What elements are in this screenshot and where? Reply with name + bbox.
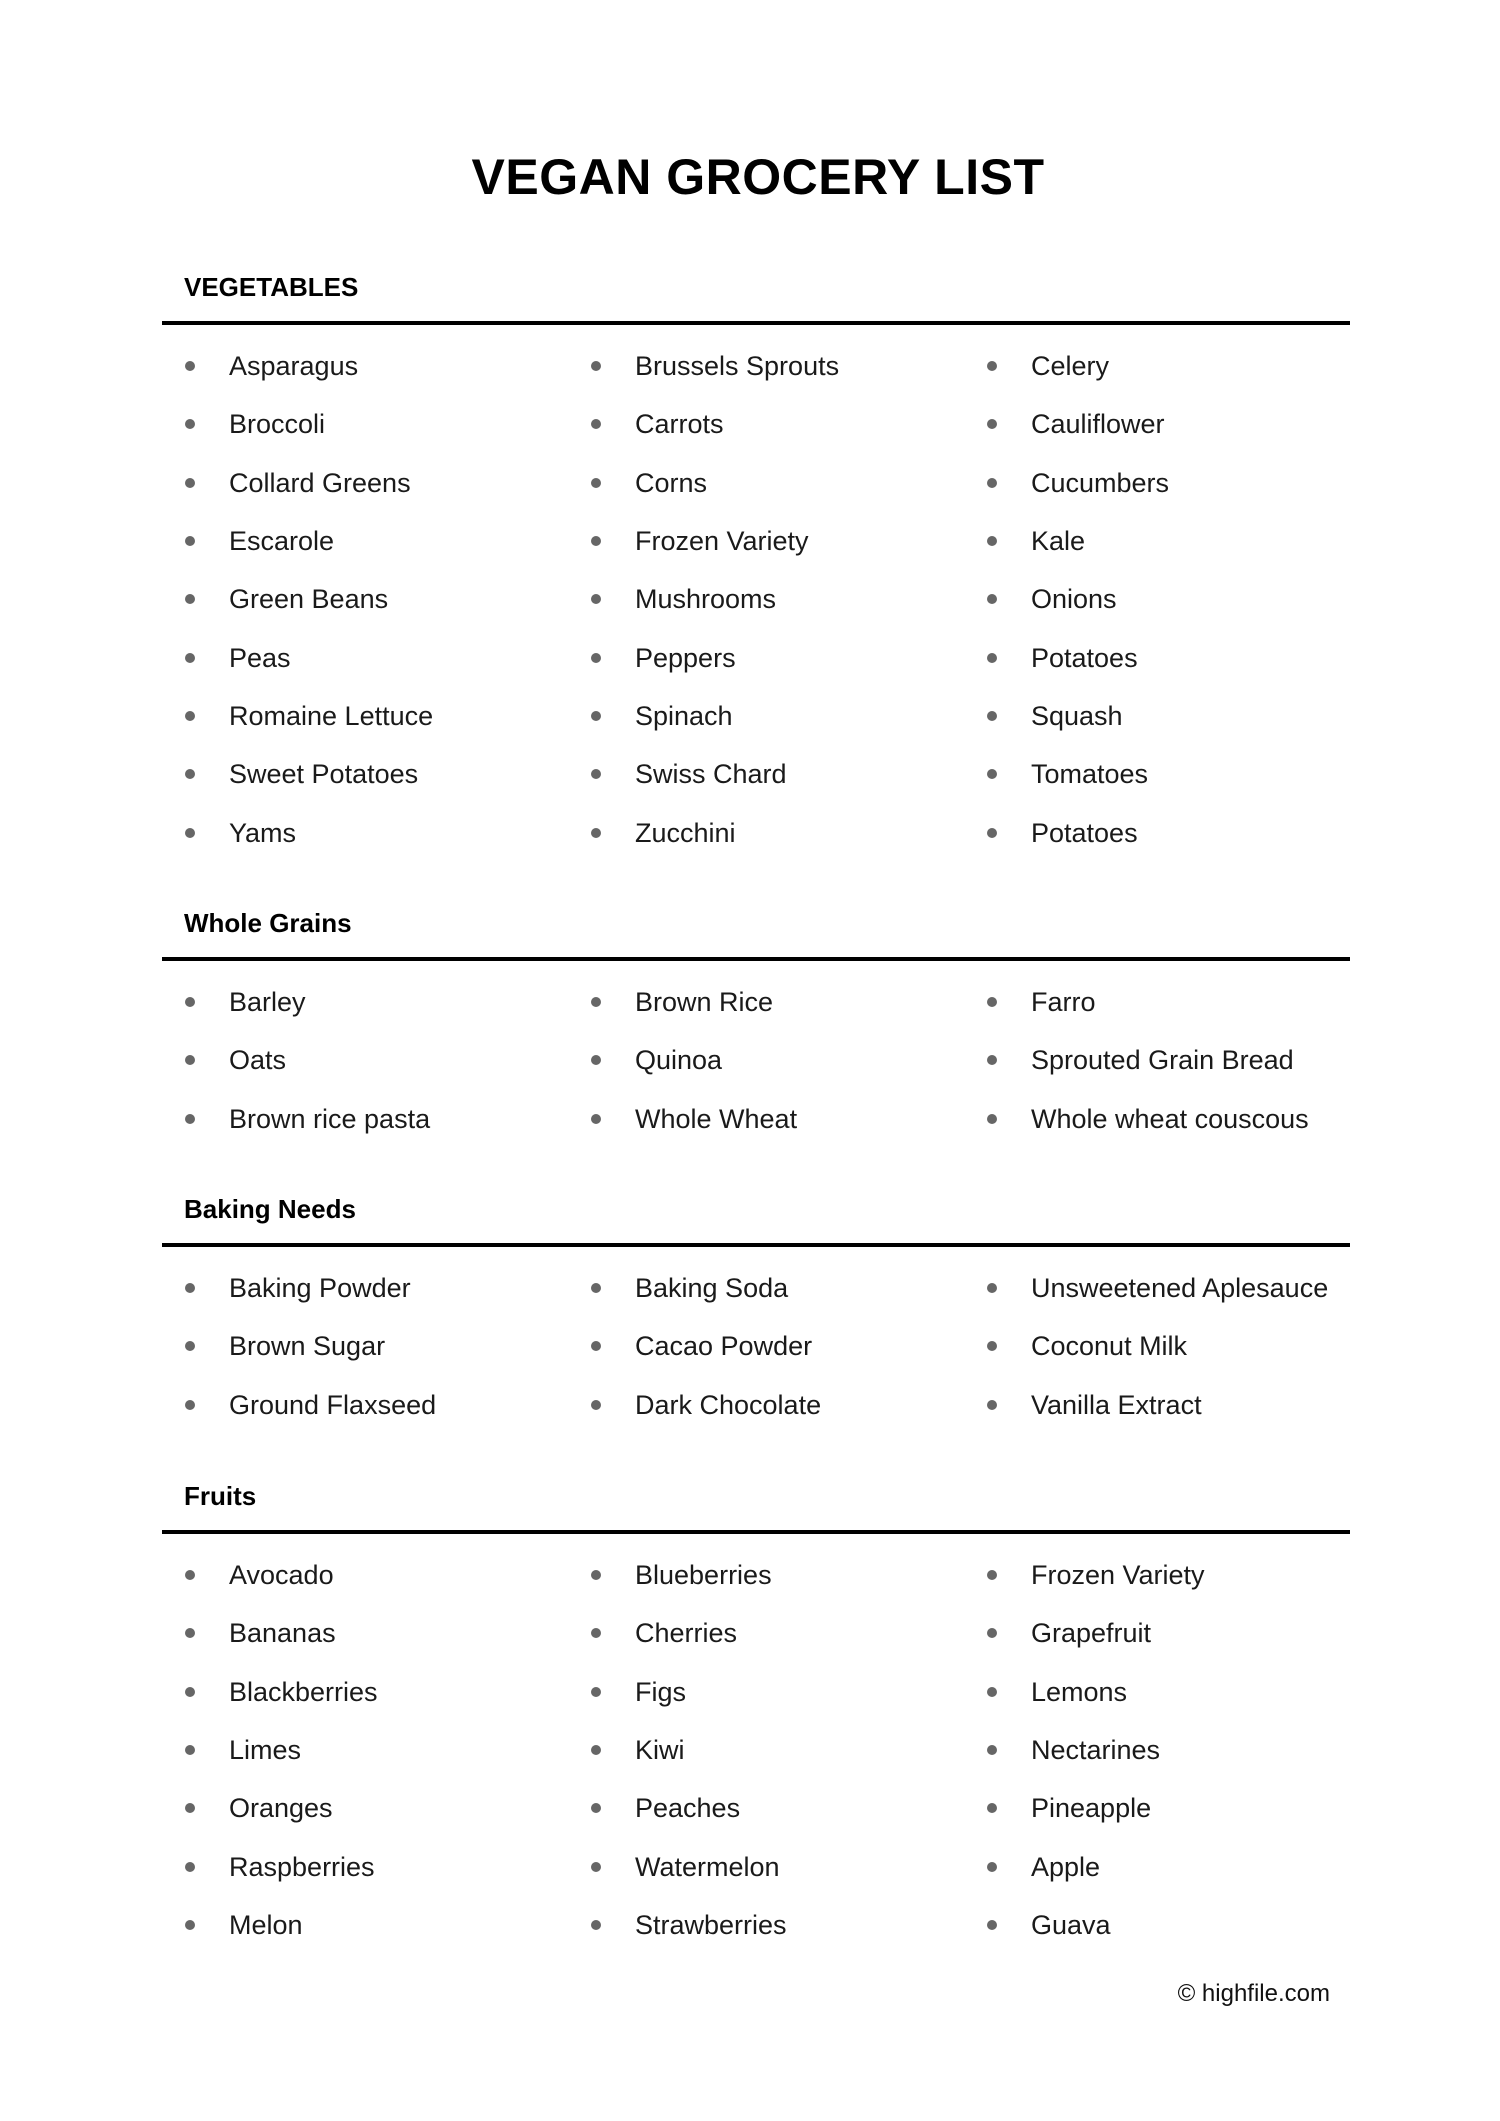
item-label: Blackberries bbox=[229, 1676, 378, 1707]
item-label: Mushrooms bbox=[635, 584, 777, 615]
item-grid bbox=[162, 1546, 1350, 1954]
list-item bbox=[162, 628, 568, 686]
bullet-icon bbox=[987, 1400, 997, 1410]
bullet-icon bbox=[987, 1628, 997, 1638]
bullet-icon bbox=[987, 769, 997, 779]
bullet-icon bbox=[591, 361, 601, 371]
item-label: Cherries bbox=[635, 1618, 738, 1649]
list-item bbox=[964, 1663, 1350, 1721]
item-label: Frozen Variety bbox=[1031, 1560, 1205, 1591]
item-label: Melon bbox=[229, 1909, 303, 1940]
list-item bbox=[568, 1376, 964, 1434]
bullet-icon bbox=[185, 1803, 195, 1813]
list-item bbox=[964, 395, 1350, 453]
item-label: Vanilla Extract bbox=[1031, 1389, 1202, 1420]
page-title: VEGAN GROCERY LIST bbox=[471, 149, 1045, 205]
bullet-icon bbox=[987, 1283, 997, 1293]
item-label: Broccoli bbox=[229, 409, 326, 440]
item-label: Guava bbox=[1031, 1909, 1111, 1940]
item-label: Green Beans bbox=[229, 584, 389, 615]
section-baking-needs bbox=[162, 1192, 1350, 1434]
list-item bbox=[568, 745, 964, 803]
bullet-icon bbox=[185, 769, 195, 779]
list-item bbox=[162, 1090, 568, 1148]
section-heading: Fruits bbox=[184, 1481, 257, 1511]
item-label: Carrots bbox=[635, 409, 724, 440]
list-item bbox=[964, 803, 1350, 861]
list-item bbox=[964, 687, 1350, 745]
list-item bbox=[162, 454, 568, 512]
list-item bbox=[568, 1317, 964, 1375]
item-label: Apple bbox=[1031, 1851, 1101, 1882]
bullet-icon bbox=[987, 711, 997, 721]
bullet-icon bbox=[987, 594, 997, 604]
list-item bbox=[162, 1376, 568, 1434]
item-label: Sweet Potatoes bbox=[229, 759, 419, 790]
list-item bbox=[964, 570, 1350, 628]
bullet-icon bbox=[185, 1628, 195, 1638]
item-label: Farro bbox=[1031, 987, 1096, 1018]
bullet-icon bbox=[185, 1687, 195, 1697]
section-vegetables bbox=[162, 270, 1350, 862]
bullet-icon bbox=[185, 478, 195, 488]
bullet-icon bbox=[185, 653, 195, 663]
list-item bbox=[964, 745, 1350, 803]
list-item bbox=[568, 1896, 964, 1954]
item-label: Sprouted Grain Bread bbox=[1031, 1045, 1294, 1076]
list-item bbox=[568, 1779, 964, 1837]
copyright-footer: © highfile.com bbox=[1177, 1980, 1330, 2007]
section-heading: Baking Needs bbox=[184, 1194, 356, 1224]
bullet-icon bbox=[987, 536, 997, 546]
bullet-icon bbox=[987, 419, 997, 429]
list-item bbox=[964, 1604, 1350, 1662]
item-grid bbox=[162, 973, 1350, 1148]
item-label: Figs bbox=[635, 1676, 687, 1707]
list-item bbox=[568, 454, 964, 512]
bullet-icon bbox=[591, 1803, 601, 1813]
section-fruits bbox=[162, 1479, 1350, 1954]
item-label: Escarole bbox=[229, 526, 335, 557]
item-label: Squash bbox=[1031, 700, 1123, 731]
bullet-icon bbox=[591, 769, 601, 779]
bullet-icon bbox=[591, 1283, 601, 1293]
bullet-icon bbox=[185, 536, 195, 546]
bullet-icon bbox=[591, 478, 601, 488]
list-item bbox=[964, 973, 1350, 1031]
bullet-icon bbox=[591, 419, 601, 429]
bullet-icon bbox=[987, 1341, 997, 1351]
bullet-icon bbox=[185, 594, 195, 604]
list-item bbox=[568, 395, 964, 453]
item-label: Blueberries bbox=[635, 1560, 772, 1591]
list-item bbox=[568, 687, 964, 745]
item-label: Barley bbox=[229, 987, 306, 1018]
item-label: Kale bbox=[1031, 526, 1086, 557]
bullet-icon bbox=[591, 1400, 601, 1410]
list-item bbox=[162, 1259, 568, 1317]
list-item bbox=[964, 1376, 1350, 1434]
list-item bbox=[162, 973, 568, 1031]
bullet-icon bbox=[185, 1920, 195, 1930]
bullet-icon bbox=[591, 1745, 601, 1755]
item-label: Brown Sugar bbox=[229, 1331, 386, 1362]
bullet-icon bbox=[185, 1400, 195, 1410]
bullet-icon bbox=[591, 653, 601, 663]
list-item bbox=[964, 337, 1350, 395]
list-item bbox=[964, 1259, 1350, 1317]
bullet-icon bbox=[591, 997, 601, 1007]
item-label: Corns bbox=[635, 467, 708, 498]
bullet-icon bbox=[591, 1628, 601, 1638]
bullet-icon bbox=[185, 711, 195, 721]
list-item bbox=[162, 570, 568, 628]
bullet-icon bbox=[987, 1862, 997, 1872]
bullet-icon bbox=[987, 997, 997, 1007]
item-label: Watermelon bbox=[635, 1851, 780, 1882]
item-label: Limes bbox=[229, 1735, 302, 1766]
bullet-icon bbox=[987, 478, 997, 488]
item-grid bbox=[162, 337, 1350, 862]
item-label: Avocado bbox=[229, 1560, 334, 1591]
item-label: Cucumbers bbox=[1031, 467, 1170, 498]
item-label: Tomatoes bbox=[1031, 759, 1149, 790]
item-label: Nectarines bbox=[1031, 1735, 1161, 1766]
section-heading: VEGETABLES bbox=[184, 272, 359, 302]
list-item bbox=[162, 1837, 568, 1895]
bullet-icon bbox=[591, 536, 601, 546]
item-label: Oats bbox=[229, 1045, 287, 1076]
list-item bbox=[964, 628, 1350, 686]
item-label: Romaine Lettuce bbox=[229, 700, 434, 731]
list-item bbox=[568, 1546, 964, 1604]
list-item bbox=[964, 1031, 1350, 1089]
list-item bbox=[568, 1031, 964, 1089]
list-item bbox=[162, 1721, 568, 1779]
item-label: Coconut Milk bbox=[1031, 1331, 1188, 1362]
item-label: Bananas bbox=[229, 1618, 336, 1649]
item-label: Frozen Variety bbox=[635, 526, 809, 557]
item-label: Unsweetened Aplesauce bbox=[1031, 1273, 1329, 1304]
bullet-icon bbox=[987, 828, 997, 838]
list-item bbox=[162, 803, 568, 861]
item-grid bbox=[162, 1259, 1350, 1434]
list-item bbox=[964, 1896, 1350, 1954]
bullet-icon bbox=[987, 1745, 997, 1755]
item-label: Celery bbox=[1031, 351, 1110, 382]
item-label: Yams bbox=[229, 817, 297, 848]
list-item bbox=[568, 628, 964, 686]
bullet-icon bbox=[185, 361, 195, 371]
item-label: Peas bbox=[229, 642, 291, 673]
bullet-icon bbox=[185, 1055, 195, 1065]
item-label: Whole Wheat bbox=[635, 1103, 798, 1134]
section-divider bbox=[162, 1243, 1350, 1247]
list-item bbox=[964, 1546, 1350, 1604]
bullet-icon bbox=[185, 1862, 195, 1872]
item-label: Dark Chocolate bbox=[635, 1389, 822, 1420]
section-heading: Whole Grains bbox=[184, 908, 352, 938]
list-item bbox=[964, 1721, 1350, 1779]
bullet-icon bbox=[185, 1114, 195, 1124]
item-label: Brown Rice bbox=[635, 987, 774, 1018]
list-item bbox=[568, 512, 964, 570]
list-item bbox=[568, 1259, 964, 1317]
bullet-icon bbox=[185, 1283, 195, 1293]
item-label: Lemons bbox=[1031, 1676, 1128, 1707]
list-item bbox=[964, 1837, 1350, 1895]
item-label: Oranges bbox=[229, 1793, 333, 1824]
item-label: Baking Soda bbox=[635, 1273, 789, 1304]
bullet-icon bbox=[185, 1745, 195, 1755]
bullet-icon bbox=[591, 594, 601, 604]
list-item bbox=[568, 1090, 964, 1148]
item-label: Ground Flaxseed bbox=[229, 1389, 437, 1420]
bullet-icon bbox=[185, 997, 195, 1007]
bullet-icon bbox=[987, 361, 997, 371]
bullet-icon bbox=[591, 1114, 601, 1124]
list-item bbox=[162, 1604, 568, 1662]
list-item bbox=[162, 687, 568, 745]
list-item bbox=[162, 745, 568, 803]
bullet-icon bbox=[591, 1570, 601, 1580]
bullet-icon bbox=[987, 1055, 997, 1065]
list-item bbox=[162, 1896, 568, 1954]
bullet-icon bbox=[987, 1114, 997, 1124]
list-item bbox=[568, 1721, 964, 1779]
list-item bbox=[964, 1779, 1350, 1837]
item-label: Cacao Powder bbox=[635, 1331, 813, 1362]
bullet-icon bbox=[591, 1687, 601, 1697]
item-label: Pineapple bbox=[1031, 1793, 1152, 1824]
list-item bbox=[162, 337, 568, 395]
item-label: Brown rice pasta bbox=[229, 1103, 431, 1134]
list-item bbox=[568, 1604, 964, 1662]
item-label: Cauliflower bbox=[1031, 409, 1165, 440]
list-item bbox=[162, 395, 568, 453]
bullet-icon bbox=[591, 1862, 601, 1872]
section-divider bbox=[162, 1530, 1350, 1534]
list-item bbox=[162, 1663, 568, 1721]
item-label: Kiwi bbox=[635, 1735, 685, 1766]
bullet-icon bbox=[185, 419, 195, 429]
bullet-icon bbox=[987, 1803, 997, 1813]
bullet-icon bbox=[987, 1687, 997, 1697]
bullet-icon bbox=[987, 653, 997, 663]
list-item bbox=[568, 337, 964, 395]
item-label: Onions bbox=[1031, 584, 1117, 615]
item-label: Strawberries bbox=[635, 1909, 787, 1940]
item-label: Baking Powder bbox=[229, 1273, 411, 1304]
bullet-icon bbox=[987, 1920, 997, 1930]
list-item bbox=[162, 1031, 568, 1089]
list-item bbox=[568, 803, 964, 861]
list-item bbox=[568, 1837, 964, 1895]
item-label: Swiss Chard bbox=[635, 759, 787, 790]
bullet-icon bbox=[591, 828, 601, 838]
section-divider bbox=[162, 957, 1350, 961]
bullet-icon bbox=[591, 1341, 601, 1351]
bullet-icon bbox=[591, 1055, 601, 1065]
bullet-icon bbox=[591, 1920, 601, 1930]
list-item bbox=[162, 1779, 568, 1837]
item-label: Potatoes bbox=[1031, 642, 1138, 673]
item-label: Brussels Sprouts bbox=[635, 351, 840, 382]
item-label: Spinach bbox=[635, 700, 733, 731]
list-item bbox=[162, 1546, 568, 1604]
item-label: Quinoa bbox=[635, 1045, 723, 1076]
bullet-icon bbox=[185, 1341, 195, 1351]
bullet-icon bbox=[185, 1570, 195, 1580]
bullet-icon bbox=[185, 828, 195, 838]
list-item bbox=[162, 512, 568, 570]
list-item bbox=[162, 1317, 568, 1375]
list-item bbox=[568, 570, 964, 628]
bullet-icon bbox=[987, 1570, 997, 1580]
list-item bbox=[964, 454, 1350, 512]
item-label: Grapefruit bbox=[1031, 1618, 1152, 1649]
item-label: Potatoes bbox=[1031, 817, 1138, 848]
item-label: Peppers bbox=[635, 642, 736, 673]
section-whole-grains bbox=[162, 906, 1350, 1148]
item-label: Zucchini bbox=[635, 817, 736, 848]
list-item bbox=[568, 1663, 964, 1721]
list-item bbox=[568, 973, 964, 1031]
item-label: Peaches bbox=[635, 1793, 741, 1824]
section-divider bbox=[162, 321, 1350, 325]
item-label: Raspberries bbox=[229, 1851, 375, 1882]
item-label: Asparagus bbox=[229, 351, 359, 382]
list-item bbox=[964, 1090, 1350, 1148]
bullet-icon bbox=[591, 711, 601, 721]
list-item bbox=[964, 1317, 1350, 1375]
item-label: Whole wheat couscous bbox=[1031, 1103, 1309, 1134]
item-label: Collard Greens bbox=[229, 467, 411, 498]
list-item bbox=[964, 512, 1350, 570]
